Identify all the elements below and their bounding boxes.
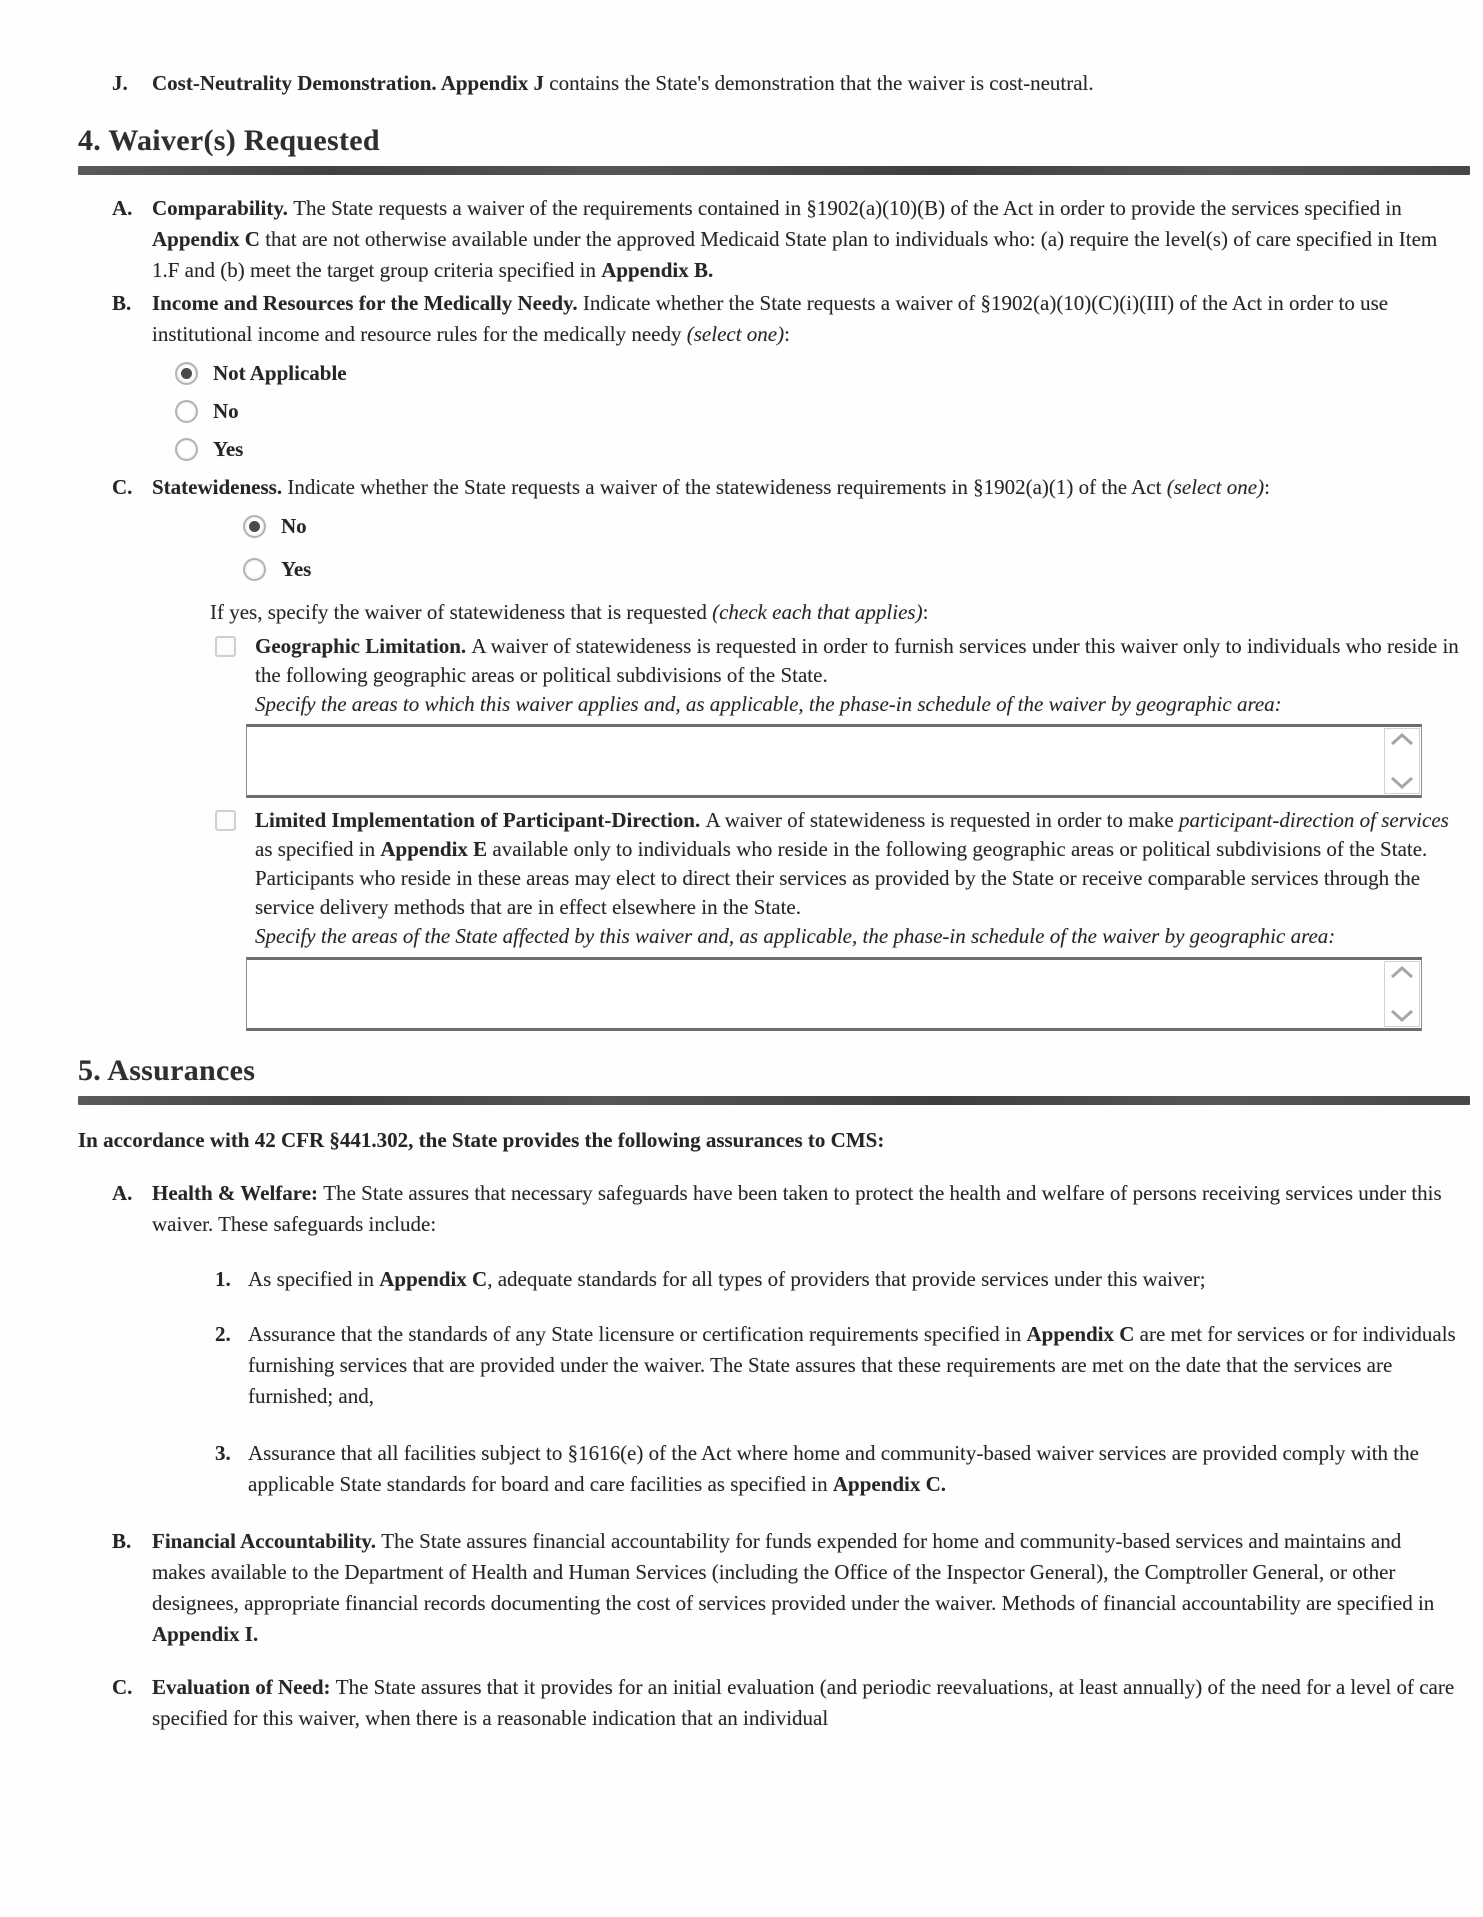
affected-area-prompt: Specify the areas of the State affected by this waiver and, as applicable, the phase-in schedule of the waiver by geographic area: — [255, 924, 1336, 948]
radio-option-yes[interactable] — [175, 434, 1483, 465]
checkbox-row-geographic-limitation[interactable] — [215, 632, 1465, 719]
section5-title: 5. Assurances — [78, 1054, 256, 1087]
checkbox-row-limited-implementation[interactable] — [215, 806, 1465, 951]
section4-title: 4. Waiver(s) Requested — [78, 124, 380, 157]
radio-label: Not Applicable — [213, 361, 347, 385]
checkbox-limited-text — [255, 806, 1465, 951]
checkbox-icon[interactable] — [215, 810, 236, 831]
assurance-sub-item-3-text: Assurance that all facilities subject to §1616(e) of the Act where home and community-based waiver services are provided comply with the applicable State standards for board and care facilities as specified in Appendix C. — [248, 1441, 1419, 1496]
sub-item-marker-2: 2. — [215, 1322, 231, 1346]
assurance-sub-item-2 — [215, 1319, 1463, 1412]
checkbox-geographic-text — [255, 632, 1465, 719]
item-marker-b: B. — [112, 291, 132, 315]
section4-header — [0, 123, 1483, 175]
radio-button-icon[interactable] — [243, 558, 266, 581]
radio-option-not-applicable[interactable] — [175, 358, 1483, 389]
sub-item-marker-3: 3. — [215, 1441, 231, 1465]
radio-label: No — [213, 399, 239, 423]
statewideness-radio-group — [243, 511, 1483, 585]
checkbox-geographic-description: Geographic Limitation. A waiver of statewideness is requested in order to furnish services under this waiver only to individuals who reside in the following geographic areas or political subdivisions of the State. — [255, 634, 1459, 687]
textarea-scrollbar[interactable] — [1384, 961, 1420, 1027]
assurances-intro: In accordance with 42 CFR §441.302, the State provides the following assurances to CMS: — [78, 1128, 885, 1152]
scroll-down-icon[interactable] — [1390, 776, 1414, 789]
radio-label: Yes — [213, 437, 244, 461]
item-comparability — [112, 193, 1457, 286]
item-marker-a: A. — [112, 1181, 133, 1205]
item-evaluation-of-need — [112, 1672, 1457, 1734]
item-health-welfare — [112, 1178, 1457, 1240]
item-statewideness-text: Statewideness. Indicate whether the State requests a waiver of the statewideness requirements in §1902(a)(1) of the Act (select one): — [152, 475, 1270, 499]
item-cost-neutrality — [112, 68, 1435, 99]
assurance-sub-item-2-text: Assurance that the standards of any State licensure or certification requirements specified in Appendix C are met for services or for individuals furnishing services that are provided under the waiver. The State assures that these requirements are met on the date that the services are furnished; and, — [248, 1322, 1456, 1408]
item-comparability-text: Comparability. The State requests a waiver of the requirements contained in §1902(a)(10)(B) of the Act in order to provide the services specified in Appendix C that are not otherwise available under the approved Medicaid State plan to individuals who: (a) require the level(s) of care specified in Item 1.F and (b) meet the target group criteria specified in Appendix B. — [152, 196, 1438, 282]
affected-area-textarea[interactable] — [246, 957, 1422, 1031]
radio-button-icon[interactable] — [175, 362, 198, 385]
section4-divider-rule — [78, 166, 1470, 175]
geographic-area-prompt: Specify the areas to which this waiver applies and, as applicable, the phase-in schedule of the waiver by geographic area: — [255, 692, 1282, 716]
if-yes-instruction: If yes, specify the waiver of statewideness that is requested (check each that applies): — [210, 600, 929, 624]
geographic-area-textarea[interactable] — [246, 724, 1422, 798]
radio-label: No — [281, 514, 307, 538]
checkbox-limited-description: Limited Implementation of Participant-Direction. A waiver of statewideness is requested in order to make participant-direction of services as specified in Appendix E available only to individuals who reside in the following geographic areas or political subdivisions of the State. Participants who reside in these areas may elect to direct their services as provided by the State or receive comparable services through the service delivery methods that are in effect elsewhere in the State. — [255, 808, 1449, 919]
item-marker-c: C. — [112, 1675, 133, 1699]
assurance-sub-item-1-text: As specified in Appendix C, adequate standards for all types of providers that provide services under this waiver; — [248, 1267, 1206, 1291]
radio-option-no[interactable] — [175, 396, 1483, 427]
radio-option-no[interactable] — [243, 511, 1483, 542]
checkbox-icon[interactable] — [215, 636, 236, 657]
scroll-up-icon[interactable] — [1390, 733, 1414, 746]
item-marker-a: A. — [112, 196, 133, 220]
item-health-welfare-text: Health & Welfare: The State assures that necessary safeguards have been taken to protect the health and welfare of persons receiving services under this waiver. These safeguards include: — [152, 1181, 1442, 1236]
item-marker-c: C. — [112, 475, 133, 499]
textarea-scrollbar[interactable] — [1384, 728, 1420, 794]
scroll-up-icon[interactable] — [1390, 966, 1414, 979]
item-marker-j: J. — [112, 71, 128, 95]
radio-button-icon[interactable] — [175, 438, 198, 461]
item-financial-accountability — [112, 1526, 1457, 1650]
item-cost-neutrality-text: Cost-Neutrality Demonstration. Appendix J contains the State's demonstration that the waiver is cost-neutral. — [152, 71, 1094, 95]
radio-button-icon[interactable] — [175, 400, 198, 423]
item-financial-accountability-text: Financial Accountability. The State assures financial accountability for funds expended for home and community-based services and maintains and makes available to the Department of Health and Human Services (including the Office of the Inspector General), the Comptroller General, or other designees, appropriate financial records documenting the cost of services provided under the waiver. Methods of financial accountability are specified in Appendix I. — [152, 1529, 1435, 1646]
item-evaluation-of-need-text: Evaluation of Need: The State assures that it provides for an initial evaluation (and periodic reevaluations, at least annually) of the need for a level of care specified for this waiver, when there is a reasonable indication that an individual — [152, 1675, 1455, 1730]
medically-needy-radio-group — [175, 358, 1483, 465]
item-income-resources-text: Income and Resources for the Medically Needy. Indicate whether the State requests a waiver of §1902(a)(10)(C)(i)(III) of the Act in order to use institutional income and resource rules for the medically needy (select one): — [152, 291, 1389, 346]
item-income-resources — [112, 288, 1457, 350]
section5-divider-rule — [78, 1096, 1470, 1105]
radio-button-icon[interactable] — [243, 515, 266, 538]
radio-label: Yes — [281, 557, 312, 581]
sub-item-marker-1: 1. — [215, 1267, 231, 1291]
assurance-sub-item-1 — [215, 1264, 1463, 1295]
item-marker-b: B. — [112, 1529, 132, 1553]
item-statewideness — [112, 472, 1457, 503]
section5-header — [0, 1053, 1483, 1105]
assurance-sub-item-3 — [215, 1438, 1463, 1500]
scroll-down-icon[interactable] — [1390, 1009, 1414, 1022]
radio-option-yes[interactable] — [243, 554, 1483, 585]
